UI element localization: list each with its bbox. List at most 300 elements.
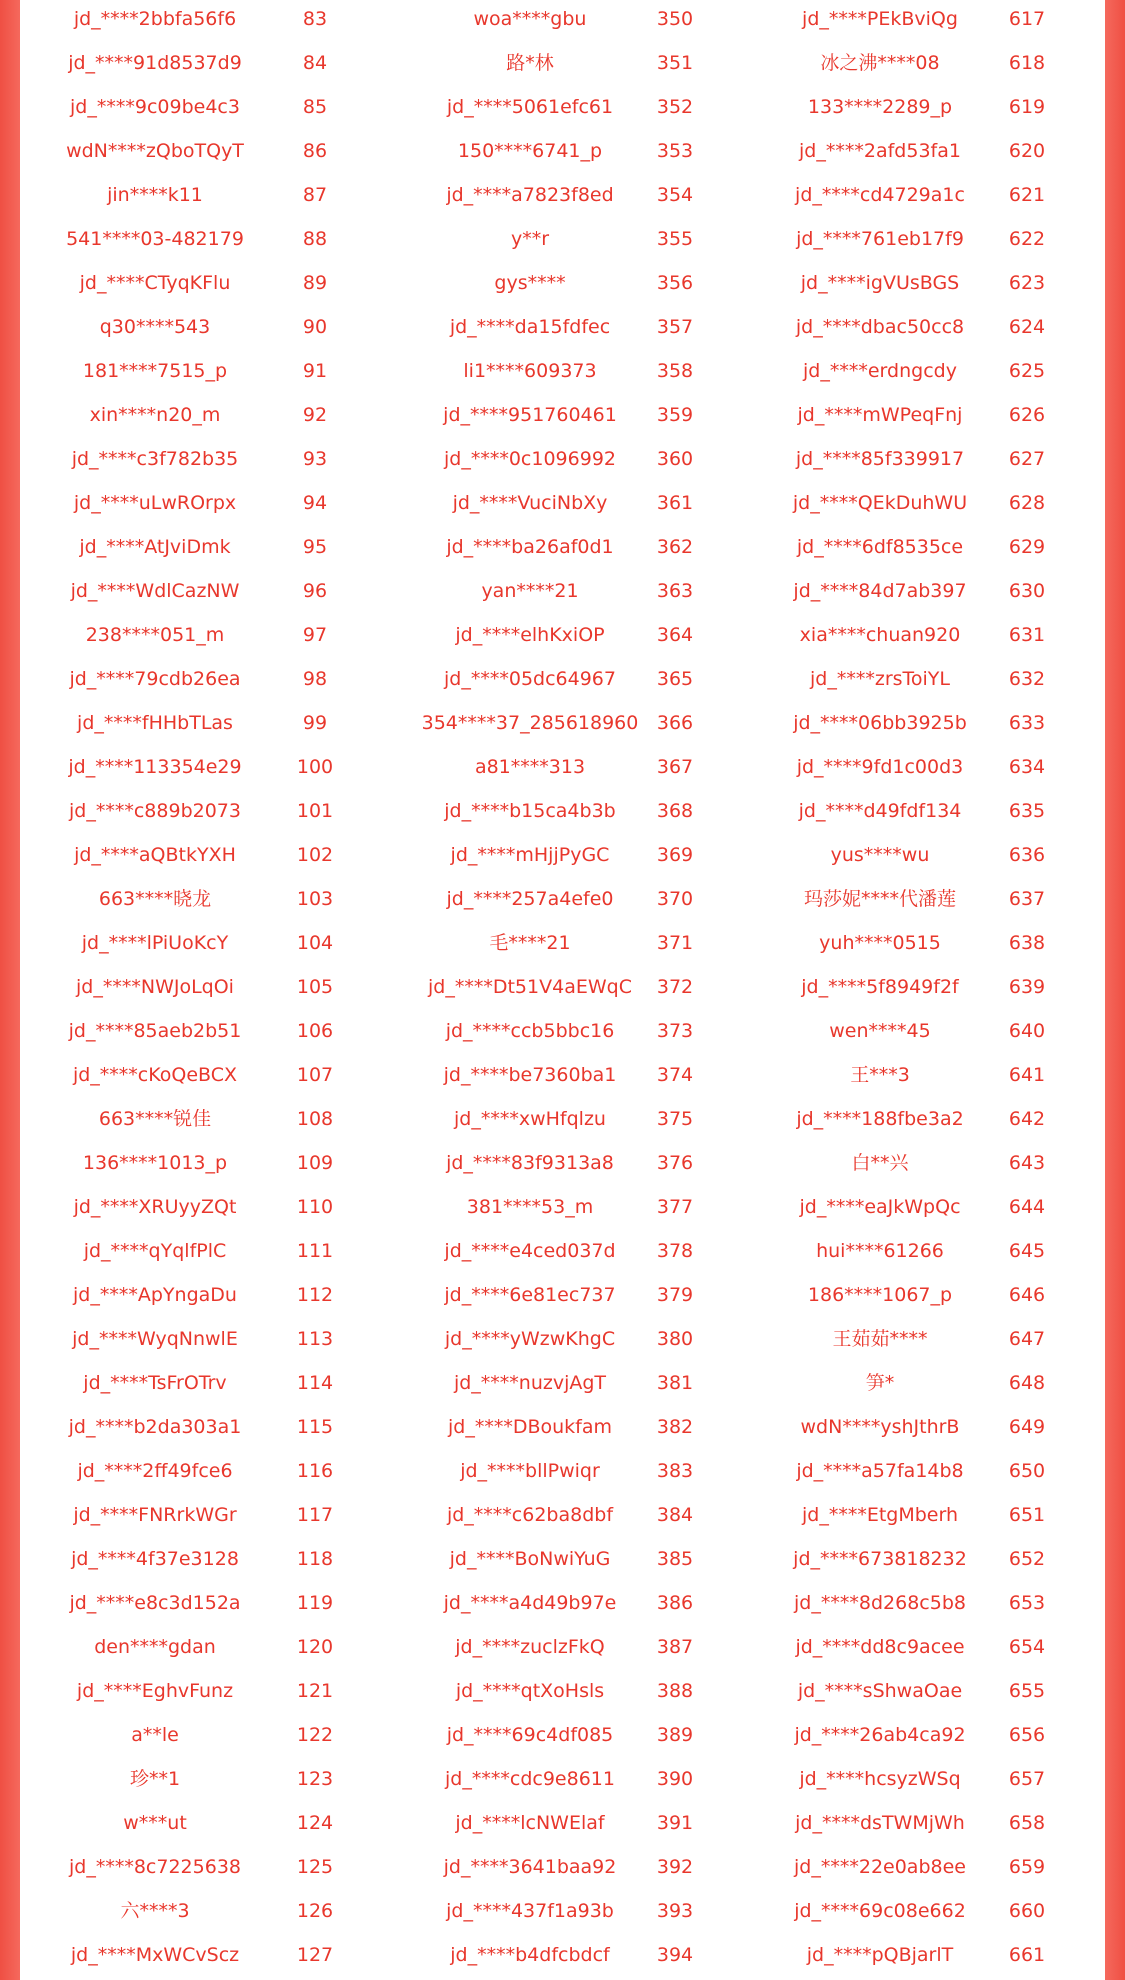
rank-cell: 92 — [302, 404, 328, 426]
username-cell: jd_****MxWCvScz — [70, 1944, 240, 1966]
rank-cell: 380 — [656, 1328, 694, 1350]
username-cell: jd_****EtgMberh — [801, 1504, 959, 1526]
rank-cell: 120 — [296, 1636, 334, 1658]
table-row — [20, 569, 1105, 613]
username-cell: 181****7515_p — [82, 360, 228, 382]
rank-cell: 617 — [1008, 8, 1046, 30]
table-row — [20, 833, 1105, 877]
username-cell: a81****313 — [474, 756, 586, 778]
username-cell: jd_****qtXoHsls — [455, 1680, 605, 1702]
username-cell: jd_****3641baa92 — [443, 1856, 617, 1878]
username-cell: jd_****QEkDuhWU — [792, 492, 968, 514]
username-cell: jd_****c3f782b35 — [71, 448, 239, 470]
username-cell: jd_****FNRrkWGr — [73, 1504, 237, 1526]
rank-cell: 632 — [1008, 668, 1046, 690]
username-cell: 136****1013_p — [82, 1152, 228, 1174]
rank-cell: 392 — [656, 1856, 694, 1878]
table-row — [20, 1845, 1105, 1889]
rank-cell: 355 — [656, 228, 694, 250]
username-cell: jd_****a7823f8ed — [446, 184, 614, 206]
username-cell: jd_****8d268c5b8 — [794, 1592, 966, 1614]
username-cell: 玛莎妮****代潘莲 — [803, 888, 956, 910]
table-row — [20, 1669, 1105, 1713]
table-row — [20, 1009, 1105, 1053]
username-cell: jd_****2ff49fce6 — [77, 1460, 233, 1482]
username-cell: jd_****zuclzFkQ — [455, 1636, 605, 1658]
username-cell: jd_****5061efc61 — [446, 96, 614, 118]
rank-cell: 117 — [296, 1504, 334, 1526]
rank-cell: 376 — [656, 1152, 694, 1174]
rank-cell: 659 — [1008, 1856, 1046, 1878]
username-cell: jd_****84d7ab397 — [793, 580, 967, 602]
username-cell: jd_****WdlCazNW — [70, 580, 240, 602]
username-cell: jd_****lcNWElaf — [455, 1812, 605, 1834]
username-cell: jd_****05dc64967 — [444, 668, 616, 690]
username-cell: jd_****dd8c9acee — [795, 1636, 965, 1658]
rank-cell: 374 — [656, 1064, 694, 1086]
username-cell: jd_****dbac50cc8 — [795, 316, 965, 338]
rank-cell: 656 — [1008, 1724, 1046, 1746]
rank-cell: 93 — [302, 448, 328, 470]
rank-cell: 127 — [296, 1944, 334, 1966]
rank-cell: 367 — [656, 756, 694, 778]
table-row — [20, 85, 1105, 129]
rank-cell: 351 — [656, 52, 694, 74]
username-cell: jd_****eaJkWpQc — [799, 1196, 961, 1218]
username-cell: jd_****113354e29 — [68, 756, 242, 778]
username-cell: jd_****bllPwiqr — [460, 1460, 600, 1482]
rank-cell: 84 — [302, 52, 328, 74]
username-cell: 珍**1 — [129, 1768, 181, 1790]
username-cell: jd_****DBoukfam — [447, 1416, 612, 1438]
rank-cell: 99 — [302, 712, 328, 734]
rank-cell: 621 — [1008, 184, 1046, 206]
rank-cell: 655 — [1008, 1680, 1046, 1702]
table-row — [20, 657, 1105, 701]
rank-cell: 113 — [296, 1328, 334, 1350]
table-row — [20, 1493, 1105, 1537]
rank-cell: 393 — [656, 1900, 694, 1922]
rank-cell: 98 — [302, 668, 328, 690]
username-cell: y**r — [510, 228, 550, 250]
username-cell: jd_****WyqNnwlE — [72, 1328, 238, 1350]
username-cell: jd_****5f8949f2f — [801, 976, 959, 998]
rank-cell: 636 — [1008, 844, 1046, 866]
username-cell: jd_****mHjjPyGC — [450, 844, 610, 866]
rank-cell: 110 — [296, 1196, 334, 1218]
rank-cell: 108 — [296, 1108, 334, 1130]
username-cell: jd_****ApYngaDu — [73, 1284, 237, 1306]
username-cell: jd_****qYqlfPlC — [83, 1240, 227, 1262]
username-cell: jd_****188fbe3a2 — [796, 1108, 964, 1130]
username-cell: jd_****9fd1c00d3 — [796, 756, 964, 778]
rank-cell: 109 — [296, 1152, 334, 1174]
username-cell: jd_****CTyqKFlu — [79, 272, 231, 294]
rank-cell: 95 — [302, 536, 328, 558]
rank-cell: 111 — [296, 1240, 334, 1262]
rank-cell: 661 — [1008, 1944, 1046, 1966]
rank-cell: 119 — [296, 1592, 334, 1614]
table-row — [20, 1361, 1105, 1405]
rank-cell: 369 — [656, 844, 694, 866]
table-row — [20, 1801, 1105, 1845]
username-cell: 381****53_m — [466, 1196, 594, 1218]
table-row — [20, 261, 1105, 305]
username-cell: jd_****cd4729a1c — [795, 184, 965, 206]
username-cell: 238****051_m — [85, 624, 225, 646]
rank-cell: 96 — [302, 580, 328, 602]
username-cell: 354****37_285618960 — [421, 712, 639, 734]
rank-cell: 631 — [1008, 624, 1046, 646]
rank-cell: 114 — [296, 1372, 334, 1394]
username-cell: jd_****2afd53fa1 — [799, 140, 961, 162]
table-row — [20, 437, 1105, 481]
username-cell: jd_****0c1096992 — [444, 448, 616, 470]
username-cell: jd_****TsFrOTrv — [83, 1372, 227, 1394]
username-cell: jd_****ba26af0d1 — [446, 536, 614, 558]
table-row — [20, 1229, 1105, 1273]
rank-cell: 378 — [656, 1240, 694, 1262]
rank-cell: 652 — [1008, 1548, 1046, 1570]
username-cell: den****gdan — [94, 1636, 216, 1658]
rank-cell: 91 — [302, 360, 328, 382]
rank-cell: 649 — [1008, 1416, 1046, 1438]
rank-cell: 372 — [656, 976, 694, 998]
rank-cell: 104 — [296, 932, 334, 954]
username-cell: 王茹茹**** — [832, 1328, 928, 1350]
rank-cell: 83 — [302, 8, 328, 30]
username-cell: w***ut — [123, 1812, 187, 1834]
rank-cell: 654 — [1008, 1636, 1046, 1658]
username-cell: jd_****aQBtkYXH — [74, 844, 236, 866]
username-cell: jd_****uLwROrpx — [73, 492, 237, 514]
username-cell: wdN****yshJthrB — [800, 1416, 960, 1438]
left-border — [0, 0, 20, 1980]
rank-cell: 382 — [656, 1416, 694, 1438]
username-cell: jd_****e8c3d152a — [69, 1592, 241, 1614]
rank-cell: 641 — [1008, 1064, 1046, 1086]
rank-cell: 103 — [296, 888, 334, 910]
rank-cell: 638 — [1008, 932, 1046, 954]
username-cell: jd_****ccb5bbc16 — [445, 1020, 615, 1042]
rank-cell: 358 — [656, 360, 694, 382]
username-cell: yus****wu — [830, 844, 930, 866]
username-cell: jd_****NWJoLqOi — [76, 976, 234, 998]
username-cell: jd_****nuzvjAgT — [453, 1372, 607, 1394]
table-row — [20, 525, 1105, 569]
username-cell: 王***3 — [850, 1064, 910, 1086]
rank-cell: 370 — [656, 888, 694, 910]
username-cell: 663****锐佳 — [98, 1108, 212, 1130]
username-cell: 133****2289_p — [807, 96, 953, 118]
username-cell: jd_****437f1a93b — [446, 1900, 614, 1922]
rank-cell: 627 — [1008, 448, 1046, 470]
rank-cell: 102 — [296, 844, 334, 866]
rank-cell: 90 — [302, 316, 328, 338]
rank-cell: 658 — [1008, 1812, 1046, 1834]
table-row — [20, 965, 1105, 1009]
username-cell: jd_****22e0ab8ee — [794, 1856, 966, 1878]
table-row — [20, 349, 1105, 393]
rank-cell: 646 — [1008, 1284, 1046, 1306]
username-cell: 白**兴 — [851, 1152, 909, 1174]
rank-cell: 639 — [1008, 976, 1046, 998]
rank-cell: 112 — [296, 1284, 334, 1306]
username-cell: jd_****b2da303a1 — [68, 1416, 242, 1438]
table-row — [20, 1273, 1105, 1317]
username-cell: gys**** — [494, 272, 566, 294]
rank-cell: 371 — [656, 932, 694, 954]
table-row — [20, 789, 1105, 833]
username-cell: jd_****igVUsBGS — [800, 272, 960, 294]
table-row — [20, 173, 1105, 217]
rank-cell: 118 — [296, 1548, 334, 1570]
username-cell: jd_****951760461 — [443, 404, 617, 426]
rank-cell: 379 — [656, 1284, 694, 1306]
rank-cell: 628 — [1008, 492, 1046, 514]
rank-cell: 350 — [656, 8, 694, 30]
rank-cell: 116 — [296, 1460, 334, 1482]
rank-cell: 390 — [656, 1768, 694, 1790]
rank-cell: 354 — [656, 184, 694, 206]
rank-cell: 623 — [1008, 272, 1046, 294]
username-cell: 笋* — [865, 1372, 895, 1394]
username-cell: jd_****e4ced037d — [444, 1240, 616, 1262]
rank-cell: 94 — [302, 492, 328, 514]
username-cell: jd_****PEkBviQg — [802, 8, 958, 30]
rank-cell: 381 — [656, 1372, 694, 1394]
table-row — [20, 1097, 1105, 1141]
username-cell: jd_****da15fdfec — [449, 316, 611, 338]
username-cell: jd_****c889b2073 — [69, 800, 241, 822]
rank-cell: 384 — [656, 1504, 694, 1526]
rank-cell: 394 — [656, 1944, 694, 1966]
rank-cell: 648 — [1008, 1372, 1046, 1394]
rank-cell: 645 — [1008, 1240, 1046, 1262]
rank-cell: 122 — [296, 1724, 334, 1746]
rank-cell: 97 — [302, 624, 328, 646]
rank-cell: 356 — [656, 272, 694, 294]
username-cell: 毛****21 — [489, 932, 571, 954]
username-cell: jd_****4f37e3128 — [71, 1548, 239, 1570]
rank-cell: 640 — [1008, 1020, 1046, 1042]
rank-cell: 126 — [296, 1900, 334, 1922]
rank-cell: 86 — [302, 140, 328, 162]
rank-cell: 657 — [1008, 1768, 1046, 1790]
username-cell: jd_****mWPeqFnj — [797, 404, 963, 426]
table-row — [20, 1449, 1105, 1493]
username-cell: jd_****Dt51V4aEWqC — [428, 976, 632, 998]
rank-cell: 660 — [1008, 1900, 1046, 1922]
rank-cell: 121 — [296, 1680, 334, 1702]
table-row — [20, 613, 1105, 657]
table-row — [20, 921, 1105, 965]
rank-cell: 637 — [1008, 888, 1046, 910]
username-cell: jd_****6df8535ce — [796, 536, 964, 558]
rank-cell: 387 — [656, 1636, 694, 1658]
username-cell: 路*林 — [506, 52, 554, 74]
rank-cell: 353 — [656, 140, 694, 162]
table-row — [20, 305, 1105, 349]
table-row — [20, 1757, 1105, 1801]
username-cell: jd_****xwHfqlzu — [454, 1108, 606, 1130]
username-cell: jd_****yWzwKhgC — [444, 1328, 616, 1350]
rank-cell: 87 — [302, 184, 328, 206]
username-cell: jd_****b15ca4b3b — [444, 800, 616, 822]
rank-cell: 107 — [296, 1064, 334, 1086]
username-cell: xin****n20_m — [89, 404, 221, 426]
rank-cell: 625 — [1008, 360, 1046, 382]
username-cell: jd_****erdngcdy — [803, 360, 957, 382]
username-cell: jd_****8c7225638 — [69, 1856, 241, 1878]
rank-cell: 391 — [656, 1812, 694, 1834]
rank-cell: 629 — [1008, 536, 1046, 558]
username-cell: 150****6741_p — [457, 140, 603, 162]
username-cell: jd_****761eb17f9 — [796, 228, 964, 250]
table-row — [20, 1185, 1105, 1229]
username-cell: jd_****69c08e662 — [794, 1900, 966, 1922]
username-cell: hui****61266 — [816, 1240, 944, 1262]
rank-cell: 359 — [656, 404, 694, 426]
table-row — [20, 1625, 1105, 1669]
rank-cell: 620 — [1008, 140, 1046, 162]
username-cell: jd_****cdc9e8611 — [445, 1768, 615, 1790]
username-cell: jd_****6e81ec737 — [444, 1284, 616, 1306]
rank-cell: 635 — [1008, 800, 1046, 822]
rank-cell: 101 — [296, 800, 334, 822]
rank-cell: 362 — [656, 536, 694, 558]
rank-cell: 630 — [1008, 580, 1046, 602]
rank-cell: 650 — [1008, 1460, 1046, 1482]
rank-cell: 634 — [1008, 756, 1046, 778]
rank-cell: 364 — [656, 624, 694, 646]
username-cell: jd_****d49fdf134 — [798, 800, 962, 822]
username-cell: jd_****a4d49b97e — [443, 1592, 617, 1614]
username-cell: jd_****XRUyyZQt — [73, 1196, 237, 1218]
username-cell: jd_****be7360ba1 — [443, 1064, 617, 1086]
rank-cell: 363 — [656, 580, 694, 602]
table-row — [20, 1141, 1105, 1185]
username-cell: jd_****elhKxiOP — [455, 624, 605, 646]
rank-cell: 368 — [656, 800, 694, 822]
rank-cell: 388 — [656, 1680, 694, 1702]
rank-cell: 633 — [1008, 712, 1046, 734]
username-cell: jd_****a57fa14b8 — [796, 1460, 964, 1482]
rank-cell: 644 — [1008, 1196, 1046, 1218]
rank-cell: 105 — [296, 976, 334, 998]
username-cell: jin****k11 — [107, 184, 203, 206]
username-cell: jd_****hcsyzWSq — [799, 1768, 961, 1790]
table-row — [20, 217, 1105, 261]
username-cell: jd_****BoNwiYuG — [449, 1548, 611, 1570]
username-cell: 冰之沸****08 — [820, 52, 940, 74]
rank-cell: 89 — [302, 272, 328, 294]
username-cell: yuh****0515 — [819, 932, 941, 954]
table-row — [20, 1889, 1105, 1933]
username-cell: yan****21 — [481, 580, 579, 602]
rank-cell: 88 — [302, 228, 328, 250]
username-cell: jd_****83f9313a8 — [446, 1152, 614, 1174]
username-cell: jd_****85aeb2b51 — [68, 1020, 242, 1042]
table-row — [20, 481, 1105, 525]
username-cell: jd_****pQBjarlT — [806, 1944, 954, 1966]
table-row — [20, 1405, 1105, 1449]
username-cell: jd_****EghvFunz — [76, 1680, 234, 1702]
username-cell: jd_****VuciNbXy — [452, 492, 608, 514]
table-row — [20, 1581, 1105, 1625]
username-cell: jd_****dsTWMjWh — [795, 1812, 965, 1834]
rank-cell: 385 — [656, 1548, 694, 1570]
rank-cell: 361 — [656, 492, 694, 514]
username-cell: jd_****zrsToiYL — [810, 668, 950, 690]
table-row — [20, 1317, 1105, 1361]
rank-cell: 626 — [1008, 404, 1046, 426]
username-cell: jd_****91d8537d9 — [68, 52, 242, 74]
username-cell: jd_****fHHbTLas — [77, 712, 233, 734]
rank-cell: 106 — [296, 1020, 334, 1042]
rank-cell: 622 — [1008, 228, 1046, 250]
username-cell: a**le — [131, 1724, 179, 1746]
rank-cell: 383 — [656, 1460, 694, 1482]
username-cell: jd_****79cdb26ea — [69, 668, 241, 690]
username-cell: 186****1067_p — [807, 1284, 953, 1306]
username-cell: woa****gbu — [473, 8, 587, 30]
username-cell: xia****chuan920 — [799, 624, 961, 646]
rank-cell: 377 — [656, 1196, 694, 1218]
username-cell: li1****609373 — [463, 360, 597, 382]
rank-cell: 647 — [1008, 1328, 1046, 1350]
rank-cell: 360 — [656, 448, 694, 470]
rank-cell: 123 — [296, 1768, 334, 1790]
username-cell: jd_****AtJviDmk — [79, 536, 231, 558]
table-row — [20, 1713, 1105, 1757]
rank-cell: 624 — [1008, 316, 1046, 338]
rank-cell: 375 — [656, 1108, 694, 1130]
username-cell: jd_****lPiUoKcY — [81, 932, 229, 954]
rank-cell: 389 — [656, 1724, 694, 1746]
rank-cell: 386 — [656, 1592, 694, 1614]
username-cell: 663****晓龙 — [98, 888, 212, 910]
username-cell: jd_****2bbfa56f6 — [73, 8, 237, 30]
table-row — [20, 1053, 1105, 1097]
username-cell: wdN****zQboTQyT — [66, 140, 244, 162]
username-cell: jd_****b4dfcbdcf — [450, 1944, 610, 1966]
rank-cell: 619 — [1008, 96, 1046, 118]
username-cell: jd_****69c4df085 — [446, 1724, 614, 1746]
table-row — [20, 41, 1105, 85]
table-row — [20, 129, 1105, 173]
right-border — [1105, 0, 1125, 1980]
table-row — [20, 745, 1105, 789]
username-cell: jd_****c62ba8dbf — [446, 1504, 614, 1526]
rank-cell: 85 — [302, 96, 328, 118]
table-row — [20, 0, 1105, 41]
rank-cell: 100 — [296, 756, 334, 778]
table-row — [20, 1537, 1105, 1581]
username-cell: wen****45 — [829, 1020, 931, 1042]
table-row — [20, 1933, 1105, 1977]
rank-cell: 352 — [656, 96, 694, 118]
username-cell: jd_****06bb3925b — [793, 712, 967, 734]
rank-cell: 642 — [1008, 1108, 1046, 1130]
rank-cell: 373 — [656, 1020, 694, 1042]
table-row — [20, 701, 1105, 745]
username-cell: jd_****26ab4ca92 — [794, 1724, 966, 1746]
table-row — [20, 877, 1105, 921]
rank-cell: 125 — [296, 1856, 334, 1878]
rank-cell: 643 — [1008, 1152, 1046, 1174]
username-cell: jd_****9c09be4c3 — [70, 96, 240, 118]
